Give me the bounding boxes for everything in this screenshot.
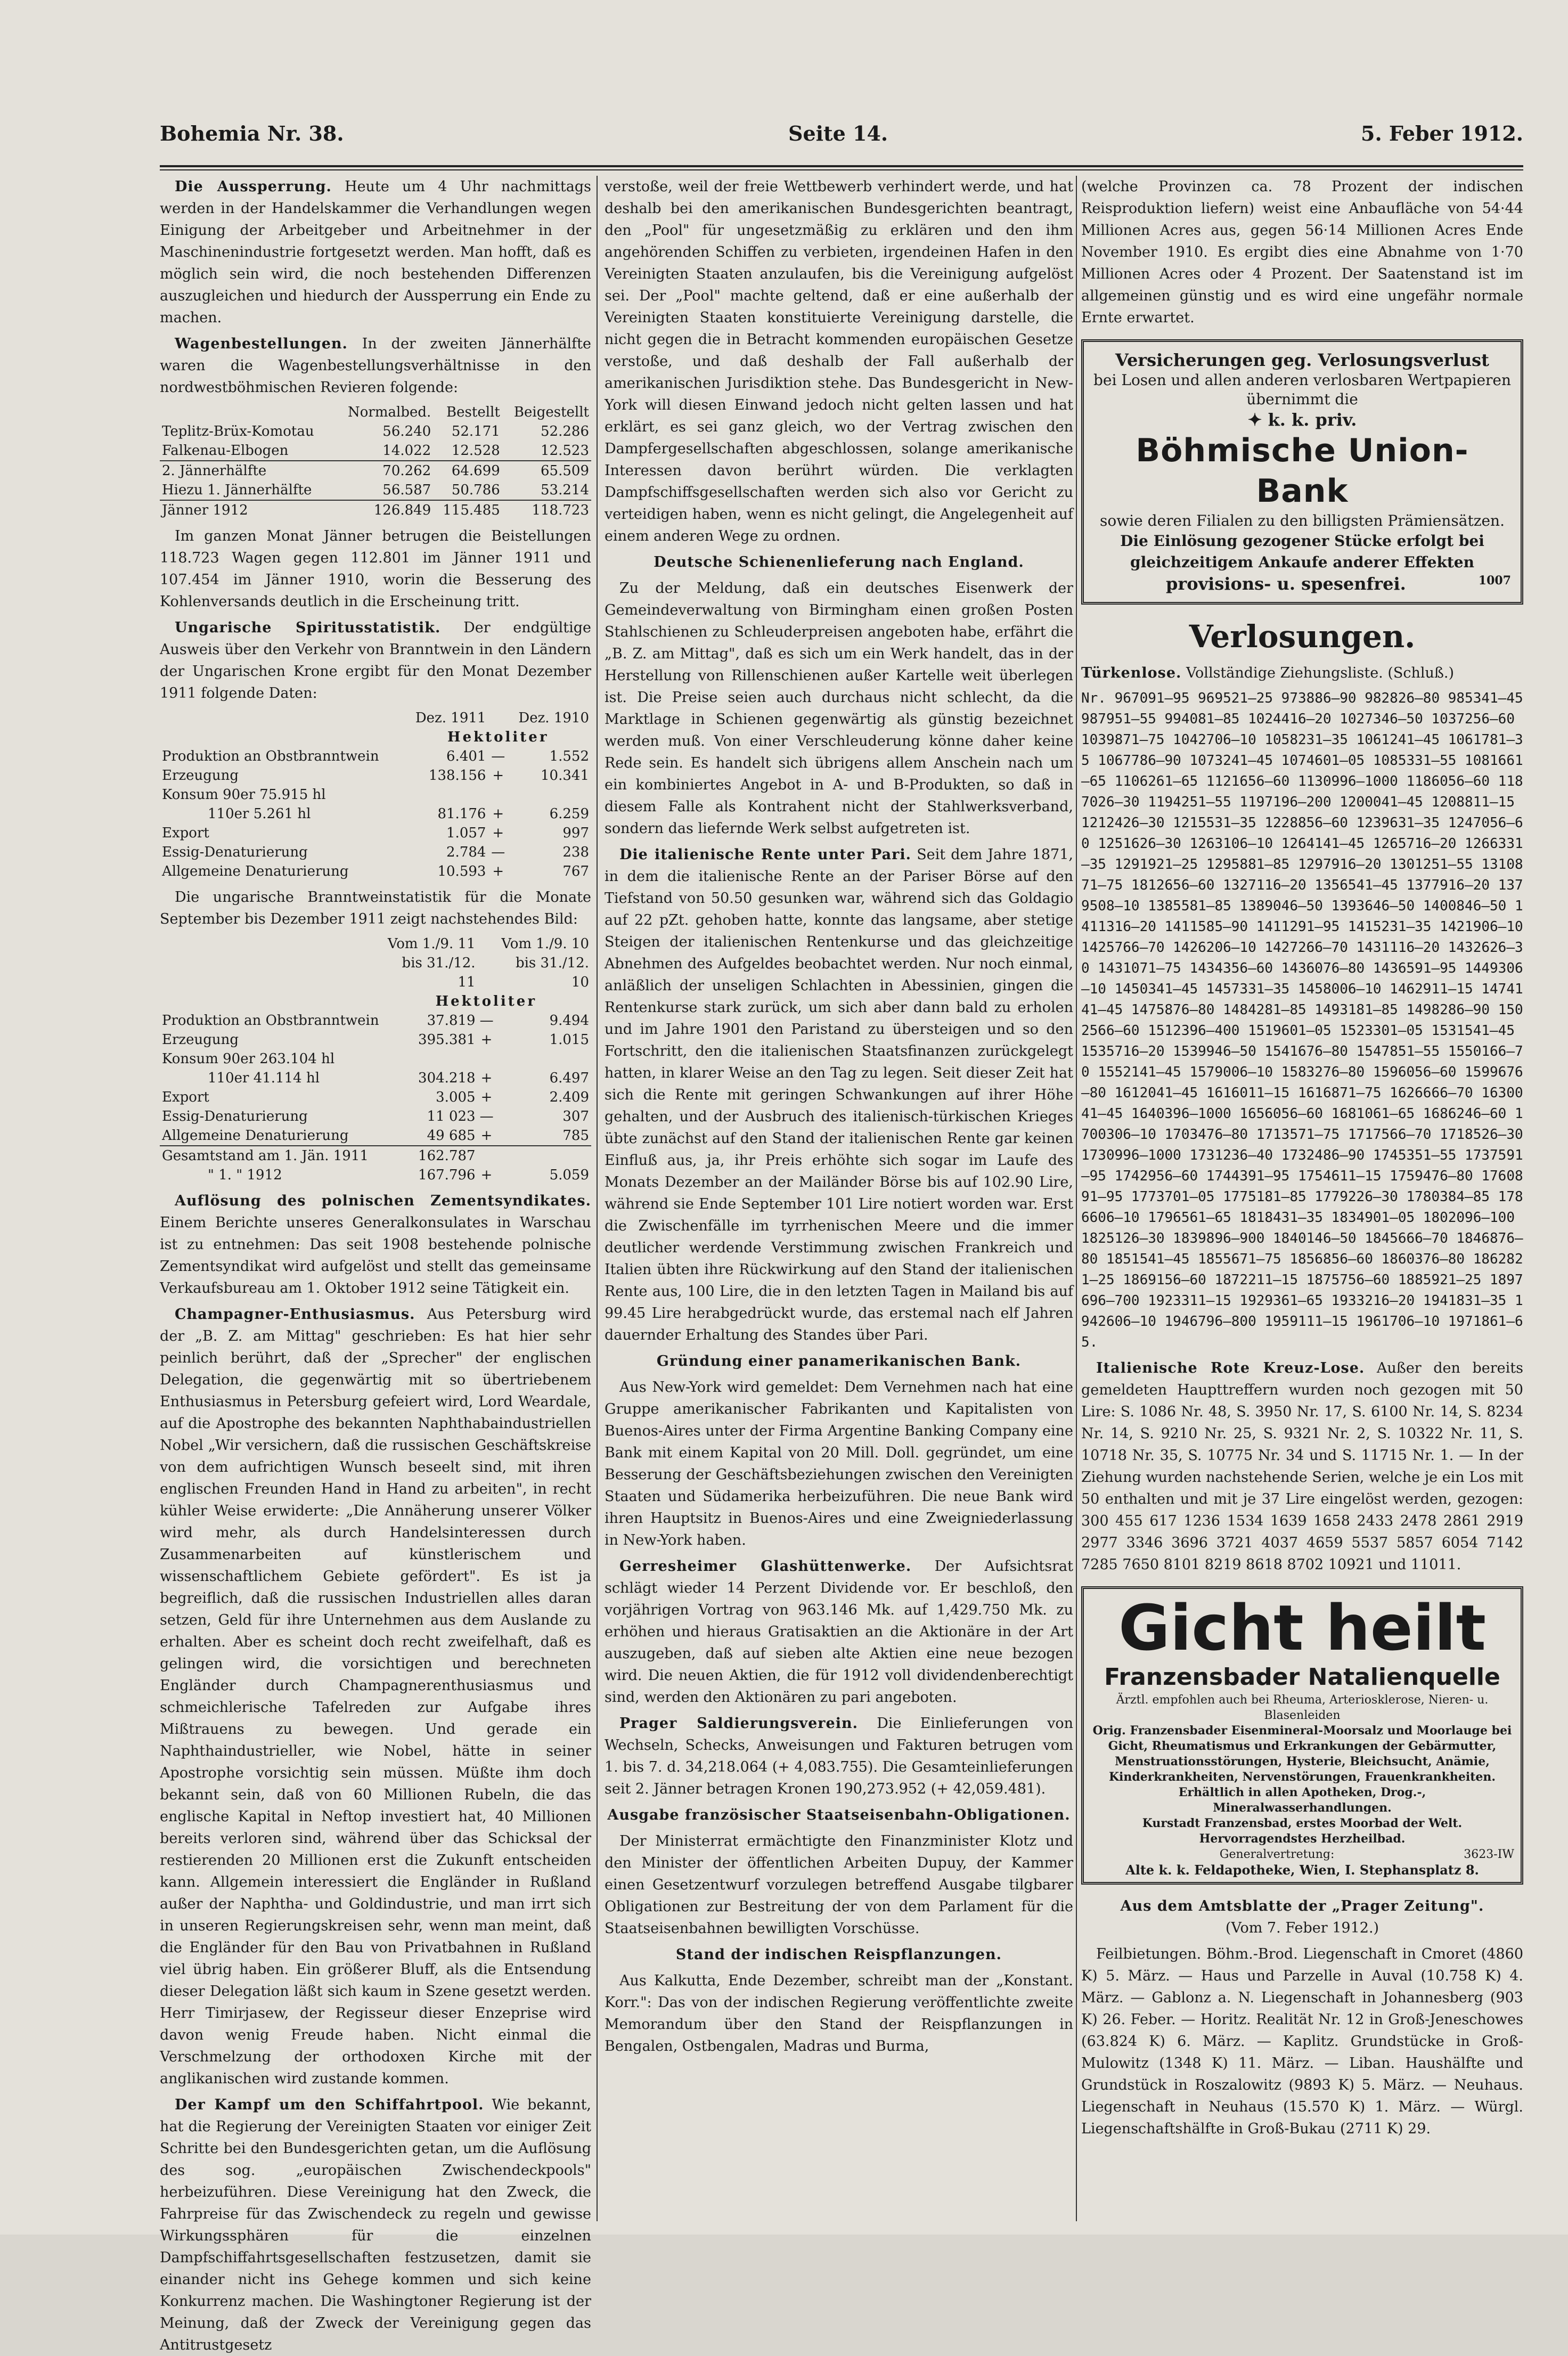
ad-subheadline: Franzensbader Natalienquelle: [1104, 1664, 1500, 1691]
table-cell: 10.593: [437, 863, 486, 879]
table-cell: 2.784: [446, 844, 486, 860]
table-header: [160, 403, 335, 422]
table-cell: 767: [562, 863, 589, 879]
article-title: Auflösung des polnischen Zementsyndikates.: [175, 1193, 591, 1209]
table-cell: +: [492, 768, 504, 784]
ad-line: sowie deren Filialen zu den billigsten Prämiensätzen.: [1100, 512, 1505, 529]
ad-line: Ärztl. empfohlen auch bei Rheuma, Arteriosklerose, Nieren- u. Blasenleiden: [1116, 1693, 1489, 1722]
table-cell: [478, 1049, 496, 1069]
amtsblatt-text: Feilbietungen. Böhm.-Brod. Liegenschaft in Cmoret (4860 K) 5. März. — Haus und Parzelle in Auval (10.758 K) 4. März. — Gablonz a. N. Liegenschaft in Johannesberg (903 K) 26. Feber. — Horitz. Realität Nr. 12 in Groß-Jeneschowes (63.824 K) 6. März. — Kaplitz. Grundstücke in Groß-Mulowitz (1348 K) 11. März. — Liban. Haushälfte und Grundstück in Roszalowitz (9893 K) 5. März. — Neuhaus. Liegenschaft in Neuhaus (15.570 K) 1. März. — Würgl. Liegenschaftshälfte in Groß-Bukau (2711 K) 29.: [1081, 1946, 1523, 2137]
table-row: [160, 785, 591, 804]
table-row: [160, 1030, 591, 1049]
table-cell: 238: [562, 844, 589, 860]
table-row: [160, 804, 591, 824]
table-cell: Hiezu 1. Jännerhälfte: [162, 482, 312, 498]
table-cell: [488, 785, 508, 804]
table-cell: —: [479, 1013, 494, 1029]
table-cell: 9.494: [549, 1013, 589, 1029]
table-cell: Konsum 90er 263.104 hl: [162, 1051, 335, 1067]
table-cell: 6.497: [549, 1070, 589, 1086]
article-champagner: [160, 1303, 591, 2090]
table-cell: 138.156: [428, 768, 486, 784]
table-row: [160, 422, 591, 441]
page-header: [160, 121, 1523, 159]
table-cell: [496, 1146, 591, 1165]
ad-code: 1007: [1478, 574, 1511, 588]
article-saldierung: [605, 1713, 1073, 1800]
table-row: [160, 441, 591, 461]
table-cell: +: [480, 1167, 493, 1183]
article-title: Ausgabe französischer Staatseisenbahn-Obligationen.: [607, 1807, 1071, 1823]
article-text: Aus Kalkutta, Ende Dezember, schreibt man der „Konstant. Korr.": Das von der indischen Regierung veröffentlichte zweite Memorandum über den Stand der Reispflanzungen in Bengalen, Ostbengalen, Madras und Burma,: [605, 1972, 1073, 2055]
table-cell: 1.015: [549, 1032, 589, 1048]
table-cell: 64.699: [433, 461, 502, 480]
table-cell: Essig-Denaturierung: [162, 844, 308, 860]
spirit-table-1: [160, 708, 591, 881]
table-cell: 126.849: [335, 500, 433, 520]
table-cell: 52.286: [541, 423, 589, 439]
article-zementsyndikat: [160, 1190, 591, 1299]
tuerkenlose-intro: [1081, 662, 1523, 684]
article-title: Italienische Rote Kreuz-Lose.: [1096, 1360, 1365, 1376]
table-cell: [508, 785, 591, 804]
table-cell: 5.059: [549, 1167, 589, 1183]
table-cell: 115.485: [433, 500, 502, 520]
table-cell: Produktion an Obstbranntwein: [162, 1013, 379, 1029]
table-cell: 118.723: [502, 500, 591, 520]
table-cell: Produktion an Obstbranntwein: [162, 748, 379, 764]
article-text: Die Einlieferungen von Wechseln, Schecks, Anweisungen und Fakturen betrugen vom 1. bis 7. d. 34,218.064 (+ 4,083.755). Die Gesamteinlieferungen seit 2. Jänner betragen Kronen 190,273.952 (+ 42,059.481).: [605, 1715, 1073, 1797]
table-cell: —: [491, 844, 505, 860]
table-cell: 2.409: [549, 1089, 589, 1105]
table-cell: 162.787: [381, 1146, 478, 1165]
article-text: Aus New-York wird gemeldet: Dem Vernehmen nach hat eine Gruppe amerikanischer Fabrikanten und Kapitalisten von Buenos-Aires unter der Firma Argentine Banking Company eine Bank mit einem Kapital von 20 Mill. Doll. gegründet, um eine Besserung der Geschäftsbeziehungen zwischen den Vereinigten Staaten und Südamerika herbeizuführen. Die neue Bank wird ihren Hauptsitz in Buenos-Aires und eine Zweigniederlassung in New-York haben.: [605, 1379, 1073, 1548]
article-title: Türkenlose.: [1081, 665, 1182, 681]
article-gerresheimer: [605, 1555, 1073, 1708]
article-text: (welche Provinzen ca. 78 Prozent der indischen Reisproduktion liefern) weist eine Anbaufläche von 54·44 Millionen Acres aus, gegen 56·14 Millionen Acres Ende November 1910. Es ergibt dies eine Abnahme von 1·70 Millionen Acres oder 4 Prozent. Der Saatenstand ist im allgemeinen günstig und es wird eine ungefähr normale Ernte erwartet.: [1081, 178, 1523, 326]
article-title: Die Aussperrung.: [175, 178, 332, 195]
table-row: [160, 747, 591, 766]
ad-headline: Gicht heilt: [1118, 1591, 1487, 1665]
ad-line: [1093, 409, 1511, 430]
article-text: Wie bekannt, hat die Regierung der Vereinigten Staaten vor einiger Zeit Schritte bei den Bundesgerichten getan, um die Auflösung des sog. „europäischen Zwischendeckpools" herbeizuführen. Diese Vereinigung hat den Zweck, die Fahrpreise für das Zwischendeck zu regeln und gewisse Wirkungssphären für die einzelnen Dampfschiffahrtsgesellschaften festzusetzen, damit sie einander nicht ins Gehege kommen und sich keine Konkurrenz machen. Die Washingtoner Regierung ist der Meinung, daß der Zweck der Vereinigung gegen das Antitrustgesetz: [160, 2097, 592, 2353]
ad-line: Alte k. k. Feldapotheke, Wien, I. Stephansplatz 8.: [1125, 1862, 1479, 1878]
table-cell: —: [479, 1108, 494, 1124]
article-title: Gründung einer panamerikanischen Bank.: [656, 1353, 1022, 1369]
article-title: Gerresheimer Glashüttenwerke.: [619, 1558, 912, 1575]
ad-bank-name: Böhmische Union-Bank: [1136, 432, 1469, 510]
table-cell: Konsum 90er 75.915 hl: [162, 787, 326, 803]
table-row: [160, 1146, 591, 1165]
table-header: Dez. 1910: [518, 710, 589, 726]
table-row: [160, 1107, 591, 1126]
table-cell: 81.176: [437, 806, 486, 822]
article-text: verstoße, weil der freie Wettbewerb verhindert werde, und hat deshalb bei den amerikanischen Bundesgerichten beantragt, den „Pool" für ungesetzmäßig zu erklären und den ihm angehörenden Schiffen zu verbieten, irgendeinen Hafen in den Vereinigten Staaten anzulaufen, bis die Vereinigung aufgelöst sei. Der „Pool" machte geltend, daß er eine außerhalb der Vereinigten Staaten konstituierte Vereinigung darstelle, die nicht gegen die in Betracht kommenden europäischen Gesetze verstoße, und daß deshalb der Fall außerhalb der amerikanischen Jurisdiktion stehe. Das Bundesgericht in New-York will diesen Einwand jedoch nicht gelten lassen und hat erklärt, es sei ganz gleich, wo der Vertrag zwischen den Dampfergesellschaften abgeschlossen, solange amerikanische Interessen davon berührt würden. Die verklagten Dampfschiffsgesellschaften werden sich also vor Gericht zu verteidigen haben, wenn es nicht gelingt, die Angelegenheit auf einem anderen Wege zu ordnen.: [605, 178, 1073, 544]
table-row: [160, 1088, 591, 1107]
table-cell: 6.401: [446, 748, 486, 764]
article-text: Der endgültige Ausweis über den Verkehr von Branntwein in den Ländern der Ungarischen Krone ergibt für den Monat Dezember 1911 folgende Daten:: [160, 619, 591, 702]
table-cell: 65.509: [502, 461, 591, 480]
ad-line: Die Einlösung gezogener Stücke erfolgt bei gleichzeitigem Ankaufe anderer Effekten: [1120, 532, 1484, 571]
table-cell: Export: [162, 825, 209, 841]
table-cell: 1.057: [446, 825, 486, 841]
table-row: [160, 766, 591, 785]
table-row: [160, 1126, 591, 1146]
table-row: [160, 461, 591, 480]
column-divider-2: [1076, 176, 1077, 2221]
lots-list: Nr. 967091—95 969521—25 973886—90 982826—80 985341—45 987951—55 994081—85 1024416—20 1027346—50 1037256—60 1039871—75 1042706—10 1058231—35 1061241—45 1061781—35 1067786—90 1073241—45 1074601—05 1085331—55 1081661—65 1106261—65 1121656—60 1130996—1000 1186056—60 1187026—30 1194251—55 1197196—200 1200041—45 1208811—15 1212426—30 1215531—35 1228856—60 1239631—35 1247056—60 1251626—30 1263106—10 1264141—45 1265716—20 1266331—35 1291921—25 1295881—85 1297916—20 1301251—55 1310871—75 1812656—60 1327116—20 1356541—45 1377916—20 1379508—10 1385581—85 1389046—50 1393646—50 1400846—50 1411316—20 1411585—90 1411291—95 1415231—35 1421906—10 1425766—70 1426206—10 1427266—70 1431116—20 1432626—30 1431071—75 1434356—60 1436076—80 1436591—95 1449306—10 1450341—45 1457331—35 1458006—10 1462911—15 1474141—45 1475876—80 1484281—85 1493181—85 1498286—90 1502566—60 1512396—400 1519601—05 1523301—05 1531541—45 1535716—20 1539946—50 1541676—80 1547851—55 1550166—70 1552141—45 1579006—10 1583276—80 1596056—60 1599676—80 1612041—45 1616011—15 1616871—75 1626666—70 1630041—45 1640396—1000 1656056—60 1681061—65 1686246—60 1700306—10 1703476—80 1713571—75 1717566—70 1718526—30 1730996—1000 1731236—40 1732486—90 1745351—55 1737591—95 1742956—60 1744391—95 1754611—15 1759476—80 1760891—95 1773701—05 1775181—85 1779226—30 1780384—85 1786606—10 1796561—65 1818431—35 1834901—05 1802096—100 1825126—30 1839896—900 1840146—50 1845666—70 1846876—80 1851541—45 1855671—75 1856856—60 1860376—80 1862821—25 1869156—60 1872211—15 1875756—60 1885921—25 1897696—700 1923311—15 1929361—65 1933216—20 1941831—35 1942606—10 1946796—800 1959111—15 1961706—10 1971861—65.: [1081, 690, 1523, 1350]
article-aussperrung: [160, 176, 591, 329]
article-wagenbestellungen: [160, 333, 591, 398]
verlosungen-heading: Verlosungen.: [1189, 618, 1416, 655]
table-row: [160, 480, 591, 500]
table-cell: Erzeugung: [162, 768, 239, 784]
table-cell: Export: [162, 1089, 209, 1105]
table-cell: 53.214: [541, 482, 589, 498]
table-cell: 2. Jännerhälfte: [160, 461, 335, 480]
ad-line: [1093, 573, 1511, 594]
table-row: [160, 843, 591, 862]
table-cell: 110er 5.261 hl: [208, 806, 311, 822]
table-cell: +: [480, 1032, 493, 1048]
ad-text: k. k. priv.: [1268, 410, 1357, 430]
table-cell: Jänner 1912: [160, 500, 335, 520]
table-cell: Allgemeine Denaturierung: [162, 863, 349, 879]
table-cell: 785: [562, 1128, 589, 1144]
table-cell: 3.005: [436, 1089, 476, 1105]
table-header: Vom 1./9. 10 bis 31./12. 10: [501, 936, 589, 990]
table-header: Bestellt: [446, 404, 500, 420]
table-cell: [405, 785, 488, 804]
article-rente: [605, 844, 1073, 1346]
ad-text: provisions- u. spesenfrei.: [1166, 574, 1406, 594]
table-cell: Gesamtstand am 1. Jän. 1911: [160, 1146, 381, 1165]
table-cell: 167.796: [418, 1167, 476, 1183]
table-cell: Allgemeine Denaturierung: [162, 1128, 349, 1144]
table-cell: +: [492, 825, 504, 841]
header-right: 5. Feber 1912.: [1361, 121, 1523, 145]
table-header: [160, 934, 381, 992]
table-cell: 307: [562, 1108, 589, 1124]
advertisement-union-bank: [1081, 339, 1523, 605]
table-header: [488, 708, 508, 728]
table-cell: 997: [562, 825, 589, 841]
article-text: Heute um 4 Uhr nachmittags werden in der Handelskammer die Verhandlungen wegen Einigung der Arbeitgeber und Arbeitnehmer in der Maschinenindustrie fortgesetzt werden. Man hofft, daß es möglich sein wird, die noch bestehenden Differenzen auszugleichen und hiedurch der Aussperrung ein Ende zu machen.: [160, 178, 591, 326]
table-cell: 37.819: [427, 1013, 476, 1029]
table-cell: Falkenau-Elbogen: [162, 443, 289, 459]
table-cell: Teplitz-Brüx-Komotau: [162, 423, 314, 439]
ad-code: 3623-IW: [1464, 1848, 1514, 1861]
ad-line: Kurstadt Franzensbad, erstes Moorbad der Welt. Hervorragendstes Herzheilbad.: [1142, 1816, 1463, 1846]
table-cell: [478, 1146, 496, 1165]
article-text: Die ungarische Branntweinstatistik für die Monate September bis Dezember 1911 zeigt nachstehendes Bild:: [160, 889, 591, 927]
table-cell: 52.171: [451, 423, 500, 439]
table-cell: 70.262: [335, 461, 433, 480]
table-cell: 10.341: [541, 768, 589, 784]
article-text: In der zweiten Jännerhälfte waren die Wagenbestellungsverhältnisse in den nordwestböhmischen Revieren folgende:: [160, 336, 591, 396]
article-title: Deutsche Schienenlieferung nach England.: [654, 554, 1024, 570]
table-cell: 56.587: [382, 482, 431, 498]
table-cell: +: [480, 1070, 493, 1086]
header-center: Seite 14.: [788, 121, 888, 145]
table-cell: —: [491, 748, 505, 764]
column-1: [160, 176, 592, 2353]
unit-label: Hektoliter: [435, 993, 537, 1009]
article-title: Wagenbestellungen.: [175, 336, 348, 352]
ad-line: Versicherungen geg. Verlosungsverlust: [1115, 350, 1489, 370]
table-cell: +: [492, 806, 504, 822]
table-cell: 1.552: [549, 748, 589, 764]
table-header: [160, 708, 405, 728]
column-2: [605, 176, 1073, 2221]
ad-text: Generalvertretung:: [1219, 1848, 1335, 1861]
article-title: Champagner-Enthusiasmus.: [175, 1306, 415, 1323]
table-row: [160, 1069, 591, 1088]
table-cell: [381, 1049, 478, 1069]
table-cell: 304.218: [418, 1070, 476, 1086]
article-spiritus: [160, 617, 591, 704]
header-rule-thin: [160, 169, 1523, 170]
wagen-table: [160, 403, 591, 520]
unit-label: Hektoliter: [447, 729, 549, 745]
table-cell: Essig-Denaturierung: [162, 1108, 308, 1124]
header-rule: [160, 165, 1523, 167]
article-title: Prager Saldierungsverein.: [619, 1715, 858, 1732]
table-cell: 12.528: [451, 443, 500, 459]
table-row: [160, 1049, 591, 1069]
table-row: [160, 500, 591, 520]
table-cell: +: [480, 1089, 493, 1105]
table-row: [160, 1011, 591, 1030]
eagle-icon: ✦: [1247, 410, 1262, 430]
amtsblatt-date: (Vom 7. Feber 1912.): [1225, 1920, 1379, 1936]
table-row: [160, 824, 591, 843]
article-title: Stand der indischen Reispflanzungen.: [675, 1946, 1002, 1963]
table-cell: " 1. " 1912: [208, 1167, 282, 1183]
table-cell: [496, 1049, 591, 1069]
advertisement-gicht: [1081, 1586, 1523, 1885]
ad-line: Orig. Franzensbader Eisenmineral-Moorsalz und Moorlauge bei Gicht, Rheumatismus und Erkrankungen der Gebärmutter, Menstruationsstörungen, Hysterie, Bleichsucht, Anämie, Kinderkrankheiten, Nervenstörungen, Frauenkrankheiten.: [1092, 1724, 1512, 1784]
table-cell: 110er 41.114 hl: [208, 1070, 320, 1086]
table-cell: +: [492, 863, 504, 879]
table-cell: 50.786: [451, 482, 500, 498]
amtsblatt-title: Aus dem Amtsblatte der „Prager Zeitung".: [1120, 1898, 1484, 1914]
column-3: [1081, 176, 1523, 2221]
article-title: Ungarische Spiritusstatistik.: [175, 619, 441, 636]
ad-line: bei Losen und allen anderen verlosbaren Wertpapieren übernimmt die: [1093, 371, 1511, 408]
table-header: [478, 934, 496, 992]
article-title: Die italienische Rente unter Pari.: [619, 846, 912, 863]
table-header: Normalbed.: [348, 404, 431, 420]
article-title: Der Kampf um den Schiffahrtpool.: [175, 2097, 484, 2113]
article-rote-kreuz: [1081, 1357, 1523, 1576]
table-cell: Erzeugung: [162, 1032, 239, 1048]
table-header: Dez. 1911: [415, 710, 486, 726]
header-left: Bohemia Nr. 38.: [160, 121, 344, 145]
table-cell: 14.022: [382, 443, 431, 459]
table-cell: 11 023: [427, 1108, 476, 1124]
article-text: Im ganzen Monat Jänner betrugen die Beistellungen 118.723 Wagen gegen 112.801 im Jänner 1911 und 107.454 im Jänner 1910, worin die Besserung des Kohlenversands deutlich in die Erscheinung tritt.: [160, 528, 591, 610]
article-text: Einem Berichte unseres Generalkonsulates in Warschau ist zu entnehmen: Das seit 1908 bestehende polnische Zementsyndikat wird aufgelöst und stellt das gemeinsame Verkaufsbureau am 1. Oktober 1912 seine Tätigkeit ein.: [160, 1214, 591, 1297]
article-text: Außer den bereits gemeldeten Haupttreffern wurden noch gezogen mit 50 Lire: S. 1086 Nr. 48, S. 3950 Nr. 17, S. 6100 Nr. 14, S. 8234 Nr. 14, S. 9210 Nr. 25, S. 9321 Nr. 2, S. 10322 Nr. 11, S. 10718 Nr. 35, S. 10775 Nr. 34 und S. 11715 Nr. 1. — In der Ziehung wurden nachstehende Serien, welche je ein Los mit 50 enthalten und mit je 37 Lire eingelöst werden, gezogen: 300 455 617 1236 1534 1639 1658 2433 2478 2861 2919 2977 3346 3696 3721 4037 4659 5537 5857 6054 7142 7285 7650 8101 8219 8618 8702 10921 und 11011.: [1081, 1360, 1523, 1573]
article-text: Seit dem Jahre 1871, in dem die italienische Rente an der Pariser Börse auf den Tiefstand von 50.50 gesunken war, während sich das Goldagio auf 22 pZt. gehoben hatte, konnte das langsame, aber stetige Steigen der italienischen Rentenkurse und das gleichzeitige Abnehmen des Aufgeldes beobachtet werden. Nur noch einmal, anläßlich der unseligen Schlachten in Abessinien, gingen die Rentenkurse stark zurück, um sich aber dann bald zu erholen und im Jahre 1901 den Paristand zu übersteigen und so den Fortschritt, den die italienischen Staatsfinanzen zurückgelegt hatten, in klarer Weise an den Tag zu legen. Seit dieser Zeit hat sich die Rente mit geringen Schwankungen auf ihrer Höhe gehalten, und der Ausbruch des italienisch-türkischen Krieges übte zunächst auf den Stand der italienischen Rente gar keinen Einfluß aus, ja, ihr Preis erhöhte sich sogar im Laufe des Monats Dezember an der Mailänder Börse bis auf 102.90 Lire, während sie Ende September 101 Lire notiert worden war. Erst die Zwischenfälle im tyrrhenischen Meere und die immer deutlicher werdende Verstimmung zwischen Frankreich und Italien übten ihre Rückwirkung auf den Stand der italienischen Rente aus, 100 Lire, die in den letzten Tagen in Mailand bis auf 99.45 Lire herabgedrückt wurde, das erstemal nach elf Jahren dauernder Erhaltung des Standes über Pari.: [605, 846, 1073, 1343]
article-schiffahrtpool: [160, 2094, 591, 2356]
table-header: Vom 1./9. 11 bis 31./12. 11: [387, 936, 476, 990]
spirit-table-2: [160, 934, 591, 1185]
table-cell: 49 685: [427, 1128, 476, 1144]
article-text: Der Ministerrat ermächtigte den Finanzminister Klotz und den Minister der öffentlichen Arbeiten Dupuy, der Kammer einen Gesetzentwurf vorzulegen betreffend Ausgabe tilgbarer Obligationen zur Bestreitung der von dem Parlament für die Staatseisenbahnen bewilligten Vorschüsse.: [605, 1833, 1073, 1937]
table-row: [160, 1165, 591, 1185]
table-row: [160, 862, 591, 881]
table-header: Beigestellt: [513, 404, 589, 420]
ad-line: [1090, 1847, 1514, 1862]
column-divider-1: [597, 176, 598, 2221]
article-text: Der Aufsichtsrat schlägt wieder 14 Perzent Dividende vor. Er beschloß, den vorjährigen Vortrag von 963.146 Mk. auf 1,429.750 Mk. zu erhöhen und hieraus Gratisaktien an die Aktionäre in der Art auszugeben, daß auf sieben alte Aktien eine neue bezogen wird. Die neuen Aktien, die für 1912 voll dividendenberechtigt sind, werden den Aktionären zu pari angeboten.: [605, 1558, 1073, 1706]
article-text: Zu der Meldung, daß ein deutsches Eisenwerk der Gemeindeverwaltung von Birmingham einen großen Posten Stahlschienen zu Schleuderpreisen angeboten habe, erfährt die „B. Z. am Mittag", daß es sich um ein Werk handelt, das in der Herstellung von Rillenschienen außer Kartelle weit überlegen ist. Die Preise seien auch durchaus nicht schlecht, da die Marktlage in Schienen gegenwärtig als günstig bezeichnet werden muß. Von einer Verschleuderung könne daher keine Rede sein. Es handelt sich übrigens allem Anschein nach um ein kombiniertes Angebot in A- und B-Produkten, so daß in diesem Falle als Kontrahent nicht der Stahlwerksverband, sondern das liefernde Werk selbst aufgetreten ist.: [605, 580, 1073, 837]
table-cell: 395.381: [418, 1032, 476, 1048]
table-cell: 6.259: [549, 806, 589, 822]
table-cell: 12.523: [541, 443, 589, 459]
ad-line: Erhältlich in allen Apotheken, Drog.-, Mineralwasserhandlungen.: [1178, 1786, 1426, 1815]
article-text: Aus Petersburg wird der „B. Z. am Mittag" geschrieben: Es hat hier sehr peinlich berührt, daß der „Sprecher" der englischen Delegation, die gegenwärtig mit so übertriebenem Enthusiasmus in Petersburg gefeiert wird, Lord Weardale, auf die Apostrophe des bekannten Naphthabaindustriellen Nobel „Wir versichern, daß die russischen Geschäftskreise von dem aufrichtigen Wunsch beseelt sind, mit ihren englischen Freunden Hand in Hand zu arbeiten", in recht kühler Weise erwiderte: „Die Annäherung unserer Völker wird mehr, als durch Handelsinteressen durch Zusammenarbeiten auf künstlerischem und wissenschaftlichem Gebiete gefördert". Es ist ja begreiflich, daß die russischen Industriellen alles daran setzen, Geld für ihre Unternehmen aus dem Auslande zu erhalten. Aber es scheint doch recht zweifelhaft, daß es gelingen wird, die vorsichtigen und berechneten Engländer durch Champagnerenthusiasmus und schmeichlerische Tafelreden zur Aufgabe ihres Mißtrauens zu bewegen. Und gerade ein Naphthaindustrieller, wie Nobel, hätte in seiner Apostrophe vorsichtig sein müssen. Müßte ihm doch bekannt sein, daß von 60 Millionen Rubeln, die das englische Kapital in Neftop investiert hat, 40 Millionen bereits verloren sind, während über das Schicksal der restierenden 20 Millionen erst die Zukunft entscheiden kann. Allgemein interessiert die Engländer in Rußland außer der Naphtha- und Goldindustrie, und man irrt sich in unseren Regierungskreisen sehr, wenn man meint, daß die Engländer für den Bau von Privatbahnen in Rußland viel übrig haben. Ein größerer Bluff, als die Entsendung dieser Delegation läßt sich kaum in Szene gesetzt werden. Herr Timirjasew, der Regisseur dieser Enzeprise wird davon wenig Freude haben. Nicht einmal die Verschmelzung der orthodoxen Kirche mit der anglikanischen wird zustande kommen.: [160, 1306, 591, 2087]
article-text: Vollständige Ziehungsliste. (Schluß.): [1186, 665, 1455, 681]
table-cell: +: [480, 1128, 493, 1144]
table-cell: 56.240: [382, 423, 431, 439]
